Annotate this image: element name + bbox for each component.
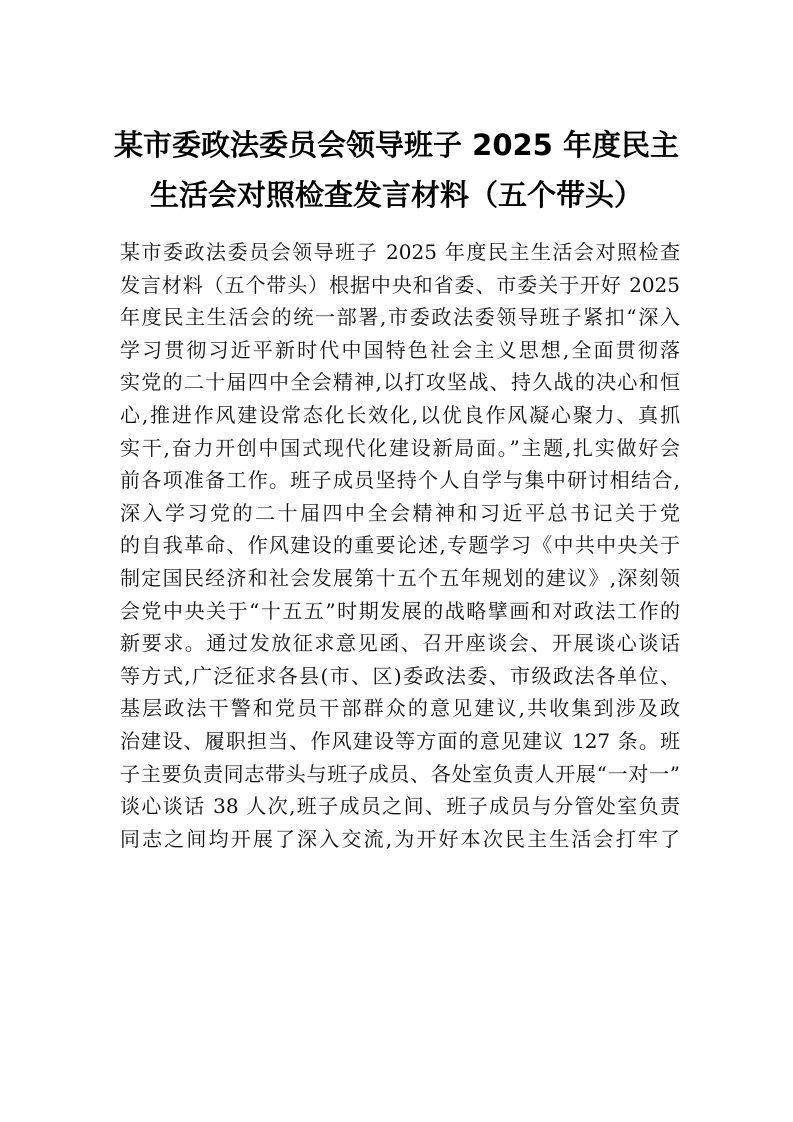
text-line: 谈心谈话 38 人次,班子成员之间、班子成员与分管处室负责 — [120, 794, 680, 819]
text-line: 治建设、履职担当、作风建设等方面的意见建议 127 条。班 — [120, 728, 680, 753]
text-line: 前各项准备工作。班子成员坚持个人自学与集中研讨相结合, — [120, 468, 680, 493]
text-line: 发言材料（五个带头）根据中央和省委、市委关于开好 2025 — [120, 272, 680, 297]
text-line: 的自我革命、作风建设的重要论述,专题学习《中共中央关于 — [120, 533, 680, 558]
document-title — [100, 120, 693, 220]
text-line: 等方式,广泛征求各县(市、区)委政法委、市级政法各单位、 — [120, 663, 680, 688]
text-line: 制定国民经济和社会发展第十五个五年规划的建议》,深刻领 — [120, 565, 680, 590]
text-line: 年度民主生活会的统一部署,市委政法委领导班子紧扣“深入 — [120, 305, 680, 330]
text-line: 会党中央关于“十五五”时期发展的战略擘画和对政法工作的 — [120, 598, 680, 623]
body-paragraph — [120, 236, 680, 855]
text-line: 同志之间均开展了深入交流,为开好本次民主生活会打牢了 — [120, 826, 680, 851]
text-line: 实党的二十届四中全会精神,以打攻坚战、持久战的决心和恒 — [120, 370, 680, 395]
text-line: 某市委政法委员会领导班子 2025 年度民主生活会对照检查 — [120, 240, 680, 264]
text-line: 深入学习党的二十届四中全会精神和习近平总书记关于党 — [120, 500, 680, 525]
title-line: 生活会对照检查发言材料（五个带头） — [149, 178, 643, 212]
text-line: 新要求。通过发放征求意见函、召开座谈会、开展谈心谈话 — [120, 631, 680, 656]
text-line: 学习贯彻习近平新时代中国特色社会主义思想,全面贯彻落 — [120, 337, 680, 362]
text-line: 基层政法干警和党员干部群众的意见建议,共收集到涉及政 — [120, 696, 680, 721]
title-line: 某市委政法委员会领导班子 2025 年度民主 — [114, 128, 679, 162]
text-line: 实干,奋力开创中国式现代化建设新局面。”主题,扎实做好会 — [120, 435, 680, 460]
text-line: 心,推进作风建设常态化长效化,以优良作风凝心聚力、真抓 — [120, 402, 680, 427]
text-line: 子主要负责同志带头与班子成员、各处室负责人开展“一对一” — [120, 761, 680, 786]
